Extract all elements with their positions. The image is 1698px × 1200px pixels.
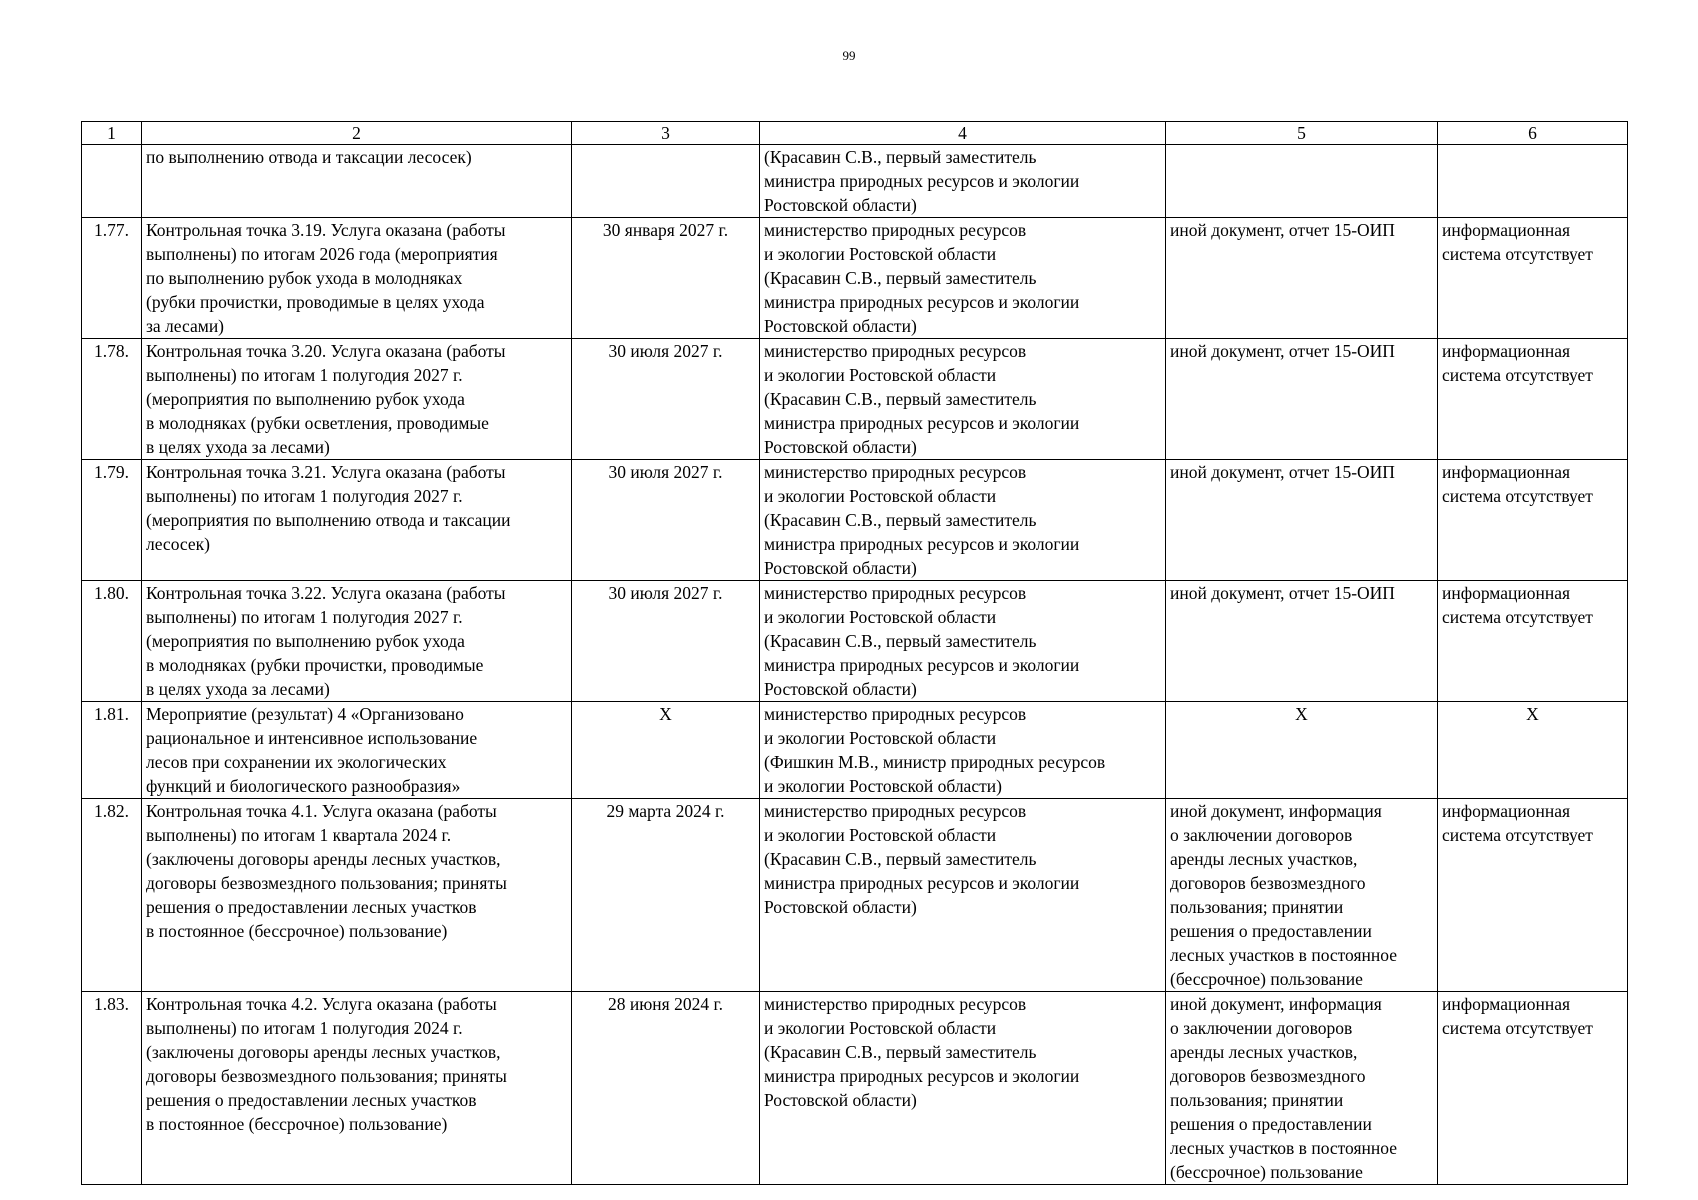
column-header: 3 [572,122,760,145]
row-date: Х [572,702,760,799]
table-row [82,799,1628,992]
row-number: 1.81. [82,702,142,799]
row-number: 1.78. [82,339,142,460]
row-system: Х [1438,702,1628,799]
row-title: Контрольная точка 3.21. Услуга оказана (работы выполнены) по итогам 1 полугодия 2027 г. (мероприятия по выполнению отвода и таксации лесосек) [142,460,572,581]
table-row [82,992,1628,1185]
row-responsible: министерство природных ресурсов и экологии Ростовской области (Фишкин М.В., министр природных ресурсов и экологии Ростовской области) [760,702,1166,799]
row-responsible: министерство природных ресурсов и экологии Ростовской области (Красавин С.В., первый заместитель министра природных ресурсов и экологии Ростовской области) [760,581,1166,702]
row-title: Контрольная точка 3.22. Услуга оказана (работы выполнены) по итогам 1 полугодия 2027 г. (мероприятия по выполнению рубок ухода в молодняках (рубки прочистки, проводимые в целях ухода за лесами) [142,581,572,702]
control-points-table [81,121,1628,1185]
table-row [82,581,1628,702]
row-document: иной документ, информация о заключении договоров аренды лесных участков, договоров безвозмездного пользования; принятии решения о предоставлении лесных участков в постоянное (бессрочное) пользование [1166,799,1438,992]
row-document: иной документ, информация о заключении договоров аренды лесных участков, договоров безвозмездного пользования; принятии решения о предоставлении лесных участков в постоянное (бессрочное) пользование [1166,992,1438,1185]
row-system: информационная система отсутствует [1438,460,1628,581]
row-number: 1.79. [82,460,142,581]
row-date: 29 марта 2024 г. [572,799,760,992]
row-number: 1.83. [82,992,142,1185]
row-system: информационная система отсутствует [1438,581,1628,702]
row-number [82,145,142,218]
row-date: 28 июня 2024 г. [572,992,760,1185]
column-header: 4 [760,122,1166,145]
row-responsible: министерство природных ресурсов и экологии Ростовской области (Красавин С.В., первый заместитель министра природных ресурсов и экологии Ростовской области) [760,992,1166,1185]
row-document: иной документ, отчет 15-ОИП [1166,339,1438,460]
row-responsible: министерство природных ресурсов и экологии Ростовской области (Красавин С.В., первый заместитель министра природных ресурсов и экологии Ростовской области) [760,218,1166,339]
row-date: 30 января 2027 г. [572,218,760,339]
row-document: Х [1166,702,1438,799]
row-date: 30 июля 2027 г. [572,460,760,581]
row-number: 1.82. [82,799,142,992]
row-title: Мероприятие (результат) 4 «Организовано рациональное и интенсивное использование лесов при сохранении их экологических функций и биологического разнообразия» [142,702,572,799]
table-row [82,460,1628,581]
column-header: 2 [142,122,572,145]
row-document: иной документ, отчет 15-ОИП [1166,581,1438,702]
row-document: иной документ, отчет 15-ОИП [1166,218,1438,339]
row-date [572,145,760,218]
row-responsible: (Красавин С.В., первый заместитель министра природных ресурсов и экологии Ростовской области) [760,145,1166,218]
page-number: 99 [842,48,856,63]
row-number: 1.77. [82,218,142,339]
row-system [1438,145,1628,218]
row-number: 1.80. [82,581,142,702]
row-system: информационная система отсутствует [1438,799,1628,992]
row-title: по выполнению отвода и таксации лесосек) [142,145,572,218]
row-title: Контрольная точка 4.2. Услуга оказана (работы выполнены) по итогам 1 полугодия 2024 г. (заключены договоры аренды лесных участков, договоры безвозмездного пользования; приняты решения о предоставлении лесных участков в постоянное (бессрочное) пользование) [142,992,572,1185]
row-document [1166,145,1438,218]
row-document: иной документ, отчет 15-ОИП [1166,460,1438,581]
table-row [82,145,1628,218]
row-date: 30 июля 2027 г. [572,581,760,702]
row-date: 30 июля 2027 г. [572,339,760,460]
row-system: информационная система отсутствует [1438,992,1628,1185]
row-title: Контрольная точка 3.19. Услуга оказана (работы выполнены) по итогам 2026 года (мероприятия по выполнению рубок ухода в молодняках (рубки прочистки, проводимые в целях ухода за лесами) [142,218,572,339]
table-row [82,339,1628,460]
row-title: Контрольная точка 4.1. Услуга оказана (работы выполнены) по итогам 1 квартала 2024 г. (заключены договоры аренды лесных участков, договоры безвозмездного пользования; приняты решения о предоставлении лесных участков в постоянное (бессрочное) пользование) [142,799,572,992]
row-responsible: министерство природных ресурсов и экологии Ростовской области (Красавин С.В., первый заместитель министра природных ресурсов и экологии Ростовской области) [760,460,1166,581]
row-system: информационная система отсутствует [1438,218,1628,339]
row-responsible: министерство природных ресурсов и экологии Ростовской области (Красавин С.В., первый заместитель министра природных ресурсов и экологии Ростовской области) [760,339,1166,460]
table-row [82,702,1628,799]
table-row [82,218,1628,339]
header-row [82,122,1628,145]
column-header: 6 [1438,122,1628,145]
row-system: информационная система отсутствует [1438,339,1628,460]
row-title: Контрольная точка 3.20. Услуга оказана (работы выполнены) по итогам 1 полугодия 2027 г. (мероприятия по выполнению рубок ухода в молодняках (рубки осветления, проводимые в целях ухода за лесами) [142,339,572,460]
column-header: 1 [82,122,142,145]
column-header: 5 [1166,122,1438,145]
row-responsible: министерство природных ресурсов и экологии Ростовской области (Красавин С.В., первый заместитель министра природных ресурсов и экологии Ростовской области) [760,799,1166,992]
